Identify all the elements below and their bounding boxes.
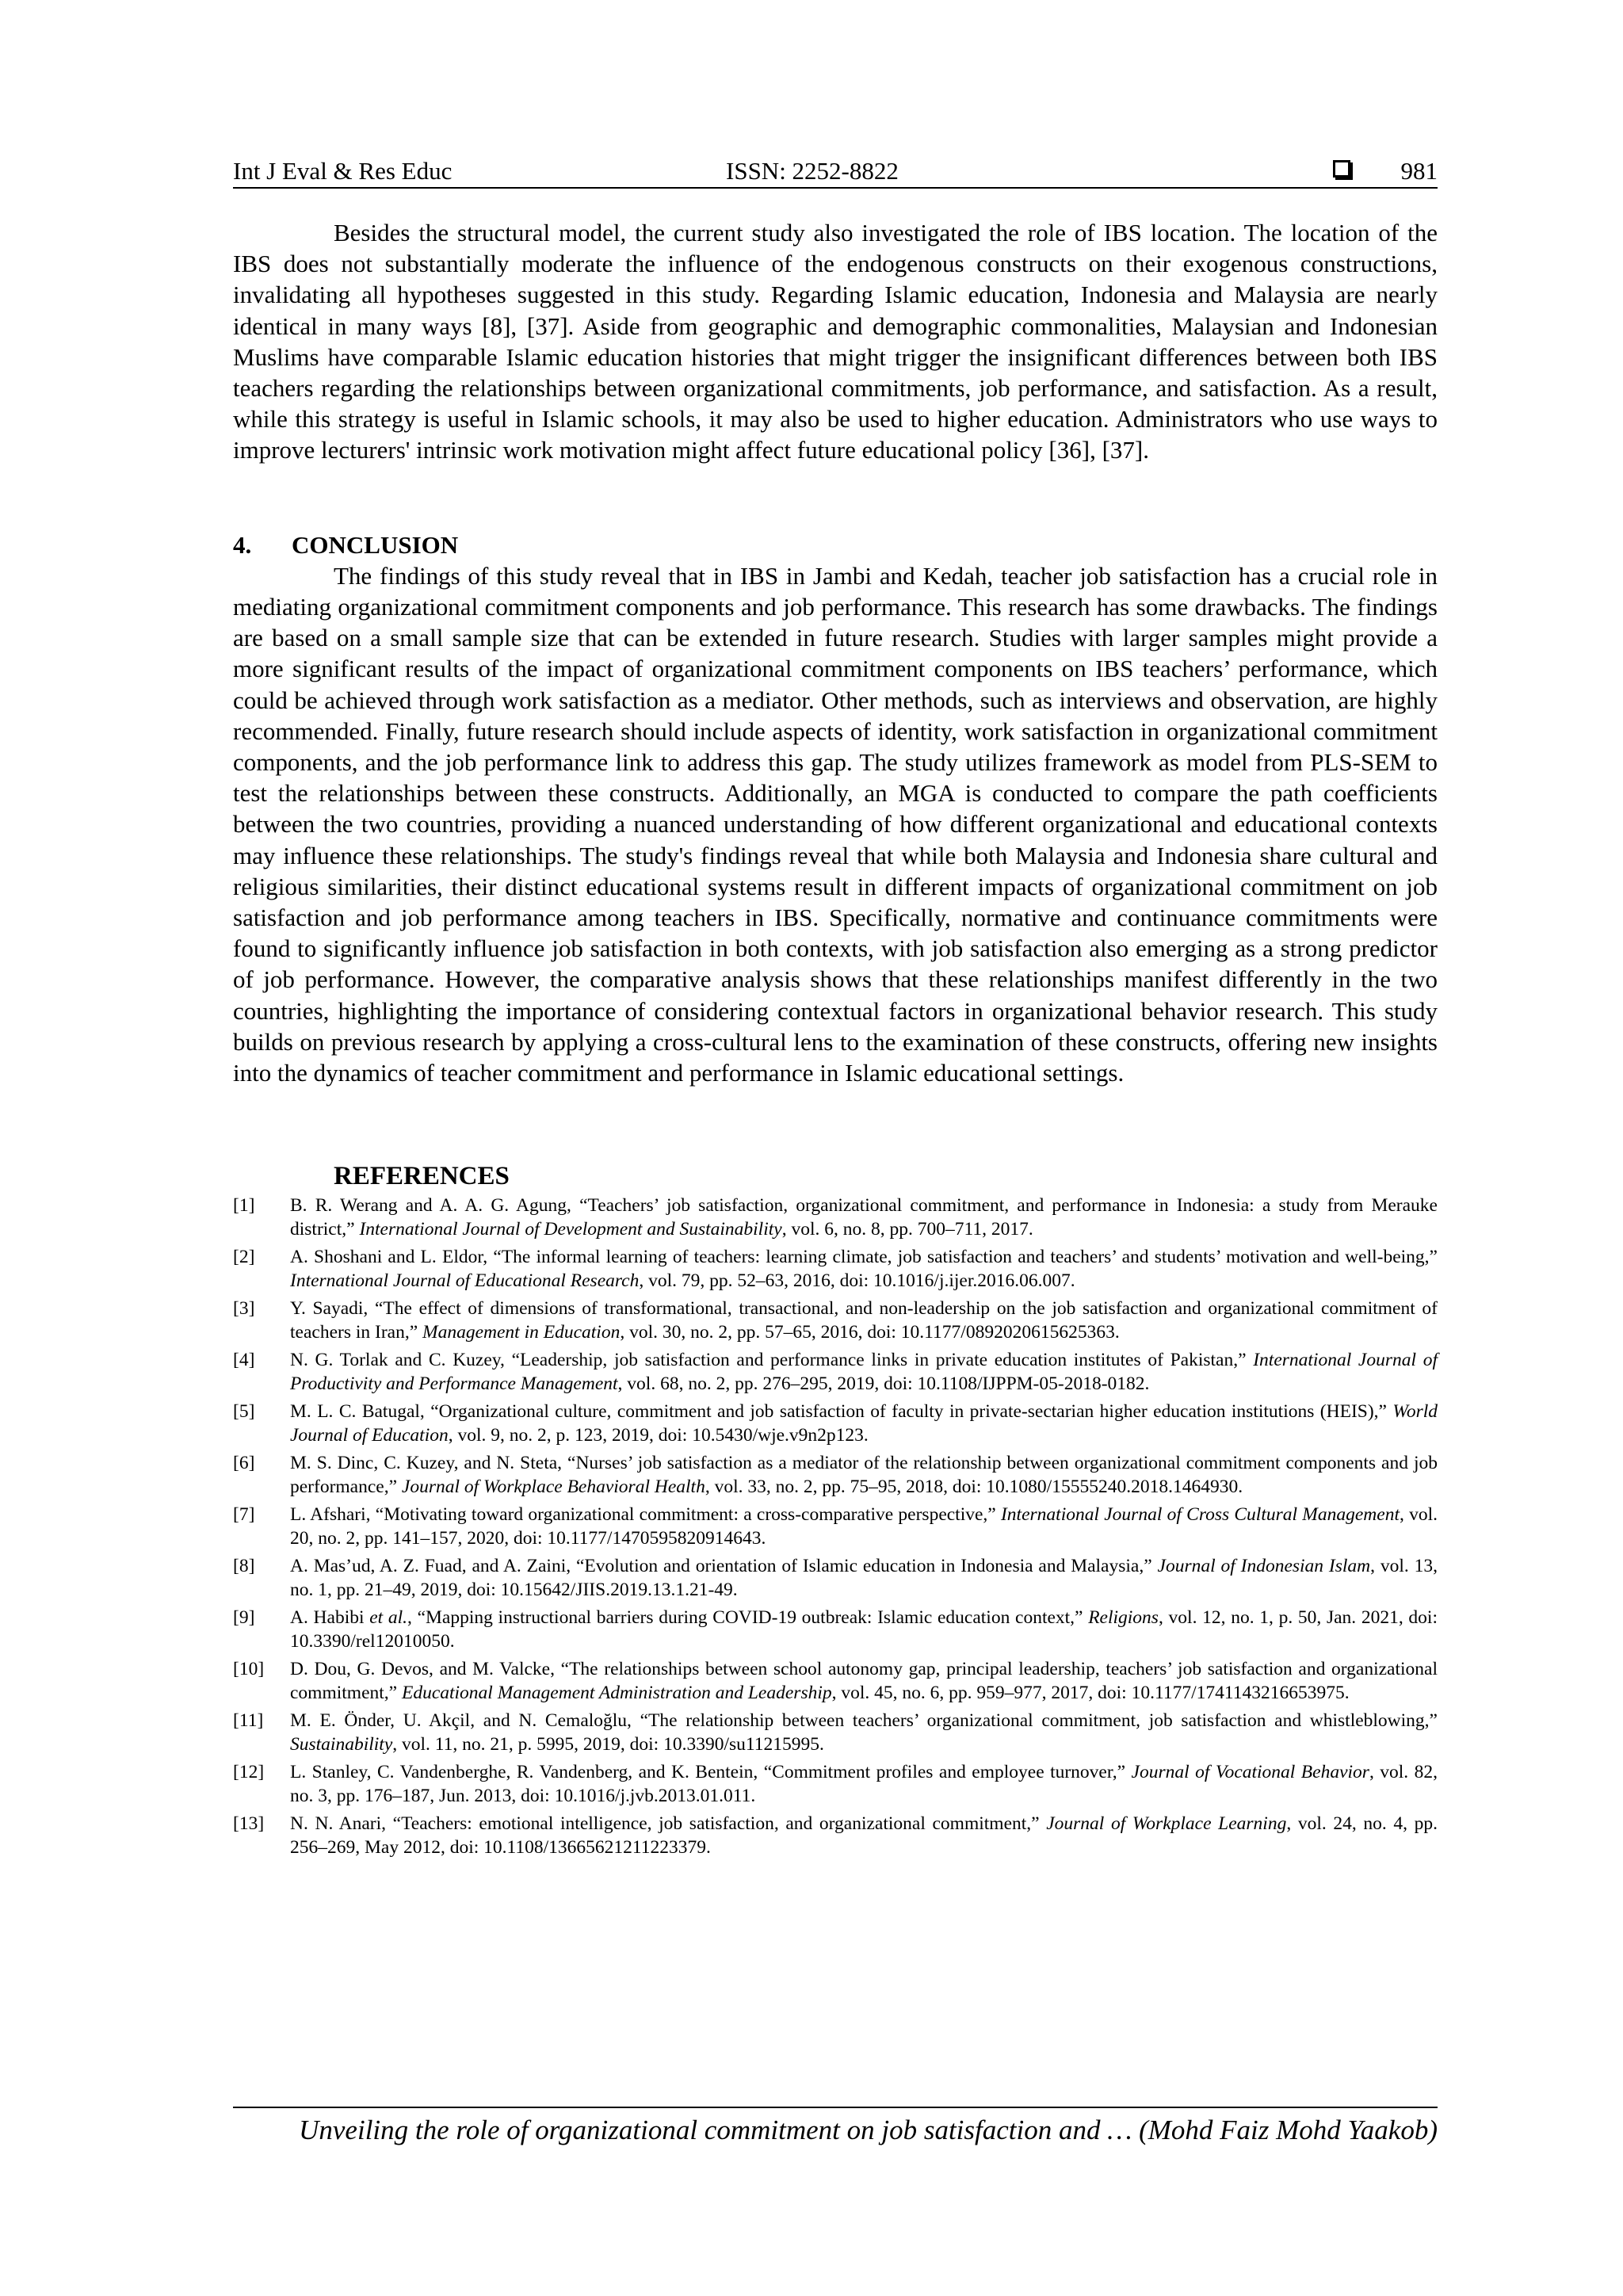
reference-label: [8] (233, 1556, 255, 1577)
reference-title: , “Mapping instructional barriers during COVID-19 outbreak: Islamic education context,” (407, 1607, 1089, 1629)
reference-journal: International Journal of Cross Cultural Management (1000, 1504, 1400, 1526)
reference-item (233, 1606, 1438, 1653)
reference-etal: et al. (369, 1607, 408, 1629)
reference-details: , vol. 33, no. 2, pp. 75–95, 2018, doi: 10.1080/15555240.2018.1464930. (705, 1476, 1243, 1497)
reference-journal: Sustainability (290, 1733, 393, 1755)
reference-journal: Journal of Vocational Behavior (1131, 1762, 1369, 1783)
journal-name: Int J Eval & Res Educ (233, 157, 453, 185)
footer-rule (233, 2107, 1438, 2108)
reference-journal: Religions (1088, 1607, 1159, 1629)
page-header (233, 155, 1438, 190)
reference-label: [12] (233, 1762, 265, 1783)
reference-item (233, 1813, 1438, 1859)
reference-authors-title: B. R. Werang and A. A. G. Agung, “Teachers’ job satisfaction, organizational commitment, and performance in Indonesia: a study from Merauke district,” (290, 1195, 1438, 1240)
reference-details: , vol. 12, no. 1, p. 50, Jan. 2021, doi: 10.3390/rel12010050. (290, 1607, 1438, 1652)
reference-item (233, 1349, 1438, 1396)
conclusion-heading (233, 529, 1438, 560)
reference-details: , vol. 20, no. 2, pp. 141–157, 2020, doi: 10.1177/1470595820914643. (290, 1504, 1438, 1549)
reference-details: , vol. 13, no. 1, pp. 21–49, 2019, doi: 10.15642/JIIS.2019.13.1.21-49. (290, 1556, 1438, 1600)
reference-item (233, 1452, 1438, 1499)
reference-authors-title: Y. Sayadi, “The effect of dimensions of transformational, transactional, and non-leadership on the job satisfaction and organizational commitment of teachers in Iran,” (290, 1298, 1438, 1343)
reference-authors-title: D. Dou, G. Devos, and M. Valcke, “The relationships between school autonomy gap, principal leadership, teachers’ job satisfaction and organizational commitment,” (290, 1659, 1438, 1703)
reference-authors-title: L. Stanley, C. Vandenberghe, R. Vandenberg, and K. Bentein, “Commitment profiles and employee turnover,” (290, 1762, 1132, 1783)
reference-label: [3] (233, 1298, 255, 1320)
reference-details: , vol. 11, no. 21, p. 5995, 2019, doi: 10.3390/su11215995. (392, 1733, 824, 1755)
reference-label: [6] (233, 1453, 255, 1474)
reference-journal: International Journal of Educational Research (290, 1270, 640, 1291)
reference-label: [9] (233, 1607, 255, 1629)
discussion-paragraph: Besides the structural model, the current study also investigated the role of IBS location. The location of the IBS does not substantially moderate the influence of the endogenous constructs on their exogenous constructions, invalidating all hypotheses suggested in this study. Regarding Islamic education, Indonesia and Malaysia are nearly identical in many ways [8], [37]. Aside from geographic and demographic commonalities, Malaysian and Indonesian Muslims have comparable Islamic education histories that might trigger the insignificant differences between both IBS teachers regarding the relationships between organizational commitments, job performance, and satisfaction. As a result, while this strategy is useful in Islamic schools, it may also be used to higher education. Administrators who use ways to improve lecturers' intrinsic work motivation might affect future educational policy [36], [37]. (233, 219, 1438, 464)
reference-details: , vol. 68, no. 2, pp. 276–295, 2019, doi: 10.1108/IJPPM-05-2018-0182. (617, 1373, 1150, 1394)
conclusion-paragraph: The findings of this study reveal that in IBS in Jambi and Kedah, teacher job satisfaction has a crucial role in mediating organizational commitment components and job performance. This research has some drawbacks. The findings are based on a small sample size that can be extended in future research. Studies with larger samples might provide a more significant results of the impact of organizational commitment components on IBS teachers’ performance, which could be achieved through work satisfaction as a mediator. Other methods, such as interviews and observation, are highly recommended. Finally, future research should include aspects of identity, work satisfaction in organizational commitment components, and the job performance link to address this gap. The study utilizes framework as model from PLS-SEM to test the relationships between these constructs. Additionally, an MGA is conducted to compare the path coefficients between the two countries, providing a nuanced understanding of how different organizational and educational contexts may influence these relationships. The study's findings reveal that while both Malaysia and Indonesia share cultural and religious similarities, their distinct educational systems result in different impacts of organizational commitment on job satisfaction and job performance among teachers in IBS. Specifically, normative and continuance commitments were found to significantly influence job satisfaction in both contexts, with job satisfaction also emerging as a strong predictor of job performance. However, the comparative analysis shows that these relationships manifest differently in the two countries, highlighting the importance of considering contextual factors in organizational behavior research. This study builds on previous research by applying a cross-cultural lens to the examination of these constructs, offering new insights into the dynamics of teacher commitment and performance in Islamic educational settings. (233, 561, 1438, 1087)
reference-authors-title: M. S. Dinc, C. Kuzey, and N. Steta, “Nurses’ job satisfaction as a mediator of the relationship between organizational commitment components and job performance,” (290, 1453, 1438, 1497)
reference-label: [13] (233, 1813, 265, 1835)
header-rule (233, 187, 1438, 189)
reference-journal: International Journal of Productivity and Performance Management (290, 1350, 1438, 1394)
reference-authors-title: L. Afshari, “Motivating toward organizational commitment: a cross-comparative perspective,” (290, 1504, 1001, 1526)
reference-journal: Journal of Workplace Learning (1046, 1813, 1287, 1835)
reference-journal: World Journal of Education (290, 1401, 1438, 1446)
reference-item (233, 1555, 1438, 1602)
references-heading: REFERENCES (334, 1162, 510, 1191)
reference-authors-title: A. Mas’ud, A. Z. Fuad, and A. Zaini, “Evolution and orientation of Islamic education in Indonesia and Malaysia,” (290, 1556, 1158, 1577)
reference-authors-title: A. Habibi (290, 1607, 370, 1629)
reference-authors-title: N. G. Torlak and C. Kuzey, “Leadership, job satisfaction and performance links in private education institutes of Pakistan,” (290, 1350, 1254, 1371)
reference-item (233, 1761, 1438, 1808)
reference-label: [4] (233, 1350, 255, 1371)
reference-label: [7] (233, 1504, 255, 1526)
reference-label: [2] (233, 1247, 255, 1268)
reference-item (233, 1194, 1438, 1241)
page-box-icon (1333, 160, 1350, 178)
reference-journal: Management in Education (422, 1321, 621, 1343)
reference-item (233, 1297, 1438, 1344)
reference-label: [1] (233, 1195, 255, 1217)
running-footer: Unveiling the role of organizational commitment on job satisfaction and … (Mohd Faiz Mohd Yaakob) (299, 2115, 1438, 2145)
page-number: 981 (1400, 157, 1438, 185)
reference-authors-title: M. E. Önder, U. Akçil, and N. Cemaloğlu, “The relationship between teachers’ organizational commitment, job satisfaction and whistleblowing,” (290, 1710, 1438, 1732)
reference-list (233, 1194, 1438, 1859)
reference-label: [10] (233, 1659, 265, 1680)
reference-details: , vol. 45, no. 6, pp. 959–977, 2017, doi: 10.1177/1741143216653975. (831, 1682, 1350, 1703)
reference-authors-title: M. L. C. Batugal, “Organizational culture, commitment and job satisfaction of faculty in private-sectarian higher education institutions (HEIS),” (290, 1401, 1393, 1423)
reference-item (233, 1400, 1438, 1447)
reference-item (233, 1658, 1438, 1705)
reference-details: , vol. 30, no. 2, pp. 57–65, 2016, doi: 10.1177/0892020615625363. (620, 1321, 1120, 1343)
reference-item (233, 1710, 1438, 1756)
reference-journal: International Journal of Development and Sustainability (359, 1218, 782, 1240)
reference-journal: Journal of Indonesian Islam (1157, 1556, 1371, 1577)
reference-label: [11] (233, 1710, 264, 1732)
section-title: CONCLUSION (292, 530, 459, 559)
section-number: 4. (233, 530, 252, 559)
reference-authors-title: N. N. Anari, “Teachers: emotional intelligence, job satisfaction, and organizational commitment,” (290, 1813, 1047, 1835)
main-body (233, 217, 1438, 1864)
reference-journal: Journal of Workplace Behavioral Health (401, 1476, 705, 1497)
reference-item (233, 1503, 1438, 1550)
reference-details: , vol. 24, no. 4, pp. 256–269, May 2012, doi: 10.1108/13665621211223379. (290, 1813, 1438, 1858)
reference-journal: Educational Management Administration and Leadership (401, 1682, 832, 1703)
reference-details: , vol. 9, no. 2, p. 123, 2019, doi: 10.5430/wje.v9n2p123. (448, 1424, 869, 1446)
reference-authors-title: A. Shoshani and L. Eldor, “The informal learning of teachers: learning climate, job satisfaction and teachers’ and students’ motivation and well-being,” (290, 1247, 1438, 1268)
reference-details: , vol. 6, no. 8, pp. 700–711, 2017. (781, 1218, 1033, 1240)
reference-item (233, 1246, 1438, 1293)
reference-details: , vol. 82, no. 3, pp. 176–187, Jun. 2013, doi: 10.1016/j.jvb.2013.01.011. (290, 1762, 1438, 1806)
reference-details: , vol. 79, pp. 52–63, 2016, doi: 10.1016/j.ijer.2016.06.007. (639, 1270, 1075, 1291)
reference-label: [5] (233, 1401, 255, 1423)
issn: ISSN: 2252-8822 (726, 157, 899, 185)
